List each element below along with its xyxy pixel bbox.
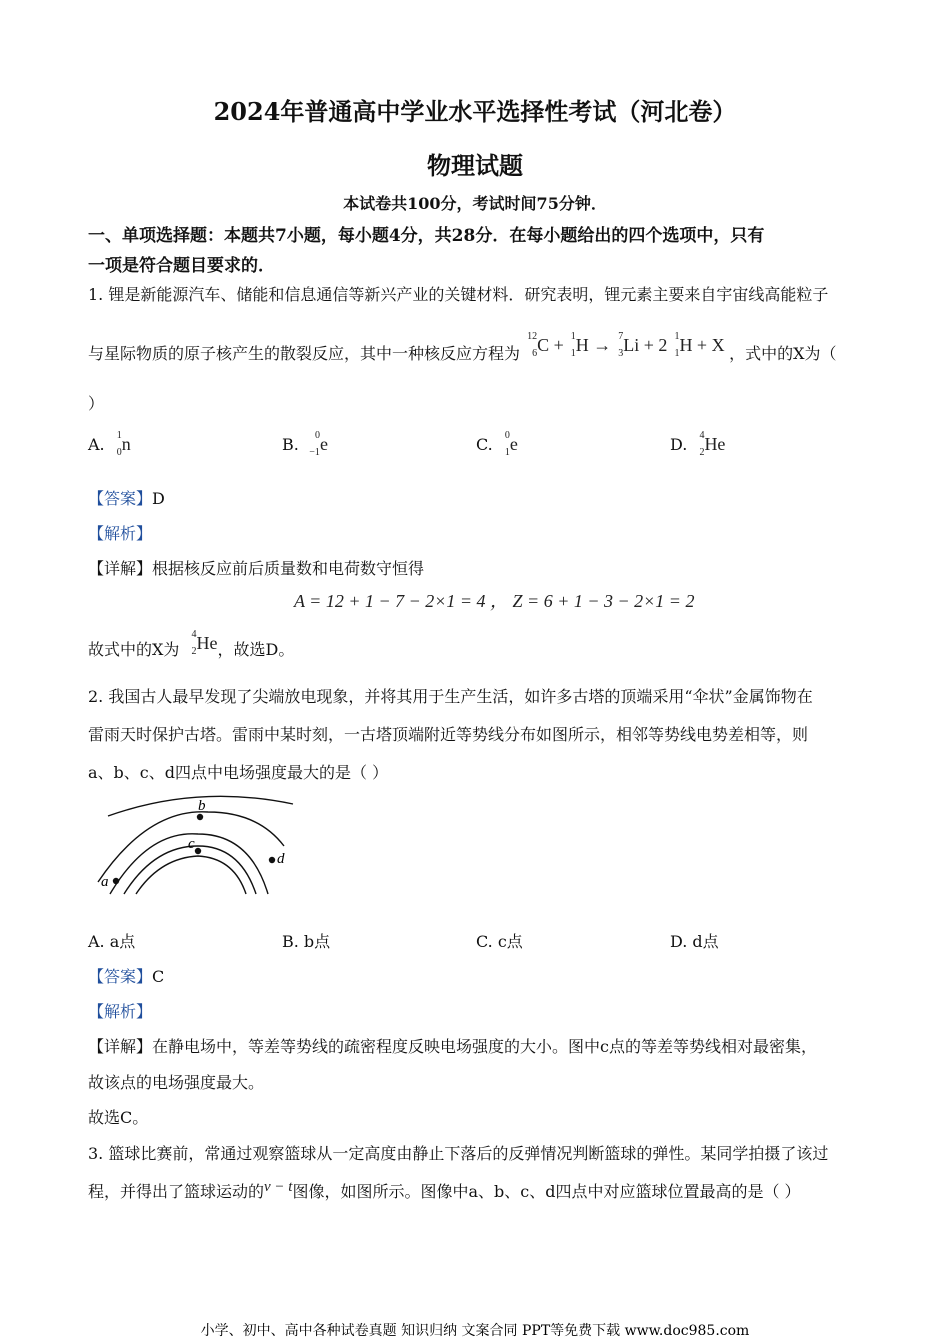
q3-vt-symbol: v − t — [264, 1179, 293, 1195]
q2-answer-tag: 【答案】 — [88, 967, 153, 986]
exam-info: 本试卷共100分，考试时间75分钟． — [343, 194, 607, 213]
q1-answer — [88, 486, 165, 509]
q1-line2 — [88, 331, 837, 365]
q1-line2-pre: 与星际物质的原子核产生的散裂反应，其中一种核反应方程为 — [88, 344, 521, 363]
q1-conclusion-post: ，故选D。 — [217, 640, 295, 659]
q1-line3: ） — [88, 394, 105, 413]
q1-option-c-nuclide: 0 1 e — [504, 430, 518, 458]
q2-answer-value: C — [152, 967, 165, 986]
q3-line1: 3. 篮球比赛前，常通过观察篮球从一定高度由静止下落后的反弹情况判断篮球的弹性。某同学拍摄了该过 — [88, 1144, 829, 1163]
q1-line2-post: ，式中的X为（ — [729, 344, 837, 363]
label-b: b — [198, 798, 206, 814]
q2-detail-tag: 【详解】 — [88, 1037, 153, 1056]
label-a: a — [101, 874, 109, 890]
point-b — [197, 814, 203, 820]
q1-conservation-equation: A = 12 + 1 − 7 − 2×1 = 4 ， Z = 6 + 1 − 3 − 2×1 = 2 — [294, 591, 695, 611]
exam-title: 2024年普通高中学业水平选择性考试（河北卷） — [213, 97, 737, 126]
q1-option-d — [670, 430, 726, 458]
q3-line2-pre: 程，并得出了篮球运动的 — [88, 1182, 265, 1201]
q1-answer-tag: 【答案】 — [88, 489, 153, 508]
q2-answer — [88, 964, 164, 987]
q1-option-a — [88, 430, 131, 458]
q2-detail-line1 — [88, 1034, 817, 1057]
q1-detail-tag: 【详解】 — [88, 559, 153, 578]
q1-option-b — [282, 430, 328, 458]
q1-detail-text: 根据核反应前后质量数和电荷数守恒得 — [152, 559, 425, 578]
equipotential-figure — [88, 790, 308, 902]
q1-reaction-equation: 12 6 C + 1 1 H → 7 3 Li + 2 1 1 H + X — [527, 331, 730, 359]
q3-line2 — [88, 1179, 801, 1202]
q2-detail-text1: 在静电场中，等差等势线的疏密程度反映电场强度的大小。图中c点的等差等势线相对最密集， — [152, 1037, 817, 1056]
q1-option-a-label: A. — [88, 435, 105, 454]
label-d: d — [277, 851, 285, 867]
q1-conclusion-nuclide: 4 2 He — [191, 629, 218, 657]
q2-detail-line2: 故该点的电场强度最大。 — [88, 1073, 265, 1092]
q1-option-d-nuclide: 4 2 He — [699, 430, 726, 458]
q2-option-c: C. c点 — [476, 932, 523, 951]
section-heading-line1: 一、单项选择题：本题共7小题，每小题4分，共28分．在每小题给出的四个选项中，只有 — [88, 226, 765, 246]
q2-option-b: B. b点 — [282, 932, 331, 951]
page-footer: 小学、初中、高中各种试卷真题 知识归纳 文案合同 PPT等免费下载 www.doc985.com — [200, 1323, 750, 1339]
label-c: c — [188, 836, 195, 852]
q1-option-c — [476, 430, 518, 458]
q1-option-d-label: D. — [670, 435, 688, 454]
q1-line1: 1. 锂是新能源汽车、储能和信息通信等新兴产业的关键材料．研究表明，锂元素主要来自宇宙线高能粒子 — [88, 285, 829, 304]
point-d — [269, 857, 275, 863]
q1-option-a-nuclide: 1 0 n — [116, 430, 131, 458]
q2-analysis-tag: 【解析】 — [88, 1002, 153, 1021]
q1-conclusion-pre: 故式中的X为 — [88, 640, 180, 659]
q2-conclusion: 故选C。 — [88, 1108, 149, 1127]
section-heading-line2: 一项是符合题目要求的． — [88, 256, 275, 276]
q1-analysis-tag: 【解析】 — [88, 524, 153, 543]
q1-option-b-nuclide: 0 −1 e — [309, 430, 328, 458]
q1-option-c-label: C. — [476, 435, 493, 454]
exam-subtitle: 物理试题 — [427, 151, 523, 180]
q1-detail — [88, 556, 424, 579]
point-a — [113, 878, 119, 884]
q1-option-b-label: B. — [282, 435, 299, 454]
q3-line2-post: 图像，如图所示。图像中a、b、c、d四点中对应篮球位置最高的是（ ） — [292, 1182, 801, 1201]
q2-option-a: A. a点 — [88, 932, 136, 951]
q1-answer-value: D — [152, 489, 165, 508]
q2-option-d: D. d点 — [670, 932, 719, 951]
point-c — [195, 848, 201, 854]
q2-line2: 雷雨天时保护古塔。雷雨中某时刻，一古塔顶端附近等势线分布如图所示，相邻等势线电势差相等，则 — [88, 725, 809, 744]
q2-line3: a、b、c、d四点中电场强度最大的是（ ） — [88, 763, 389, 782]
q1-conclusion — [88, 629, 295, 661]
q2-line1: 2. 我国古人最早发现了尖端放电现象，并将其用于生产生活，如许多古塔的顶端采用“伞状”金属饰物在 — [88, 687, 813, 706]
